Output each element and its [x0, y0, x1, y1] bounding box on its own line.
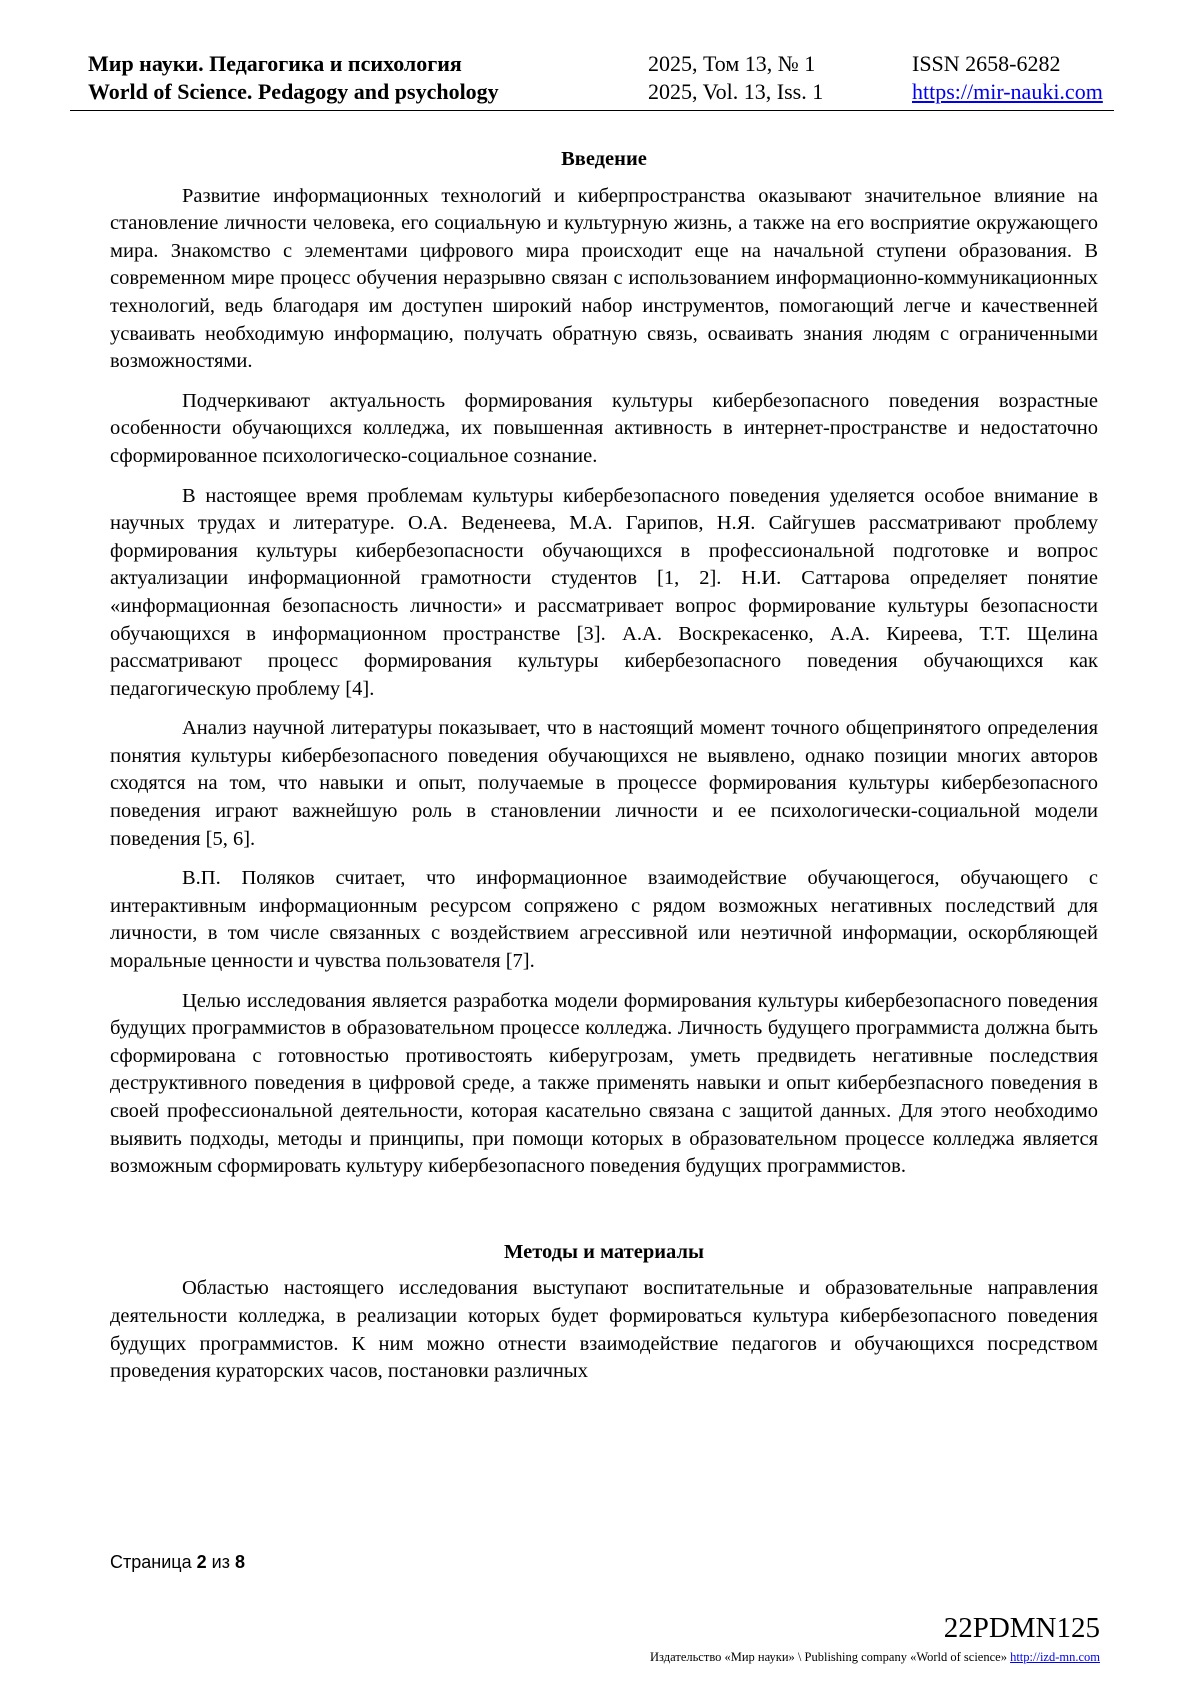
issue-ru: 2025, Том 13, № 1	[648, 51, 816, 76]
paragraph: Целью исследования является разработка модели формирования культуры кибербезопасного поведения будущих программистов в образовательном процессе колледжа. Личность будущего программиста должна быть сформирована с готовностью противостоять киберугрозам, уметь предвидеть негативные последствия деструктивного поведения в цифровой среде, а также применять навыки и опыт кибербезпасного поведения в своей профессиональной деятельности, которая касательно связана с защитой данных. Для этого необходимо выявить подходы, методы и принципы, при помощи которых в образовательном процессе колледжа является возможным сформировать культуру кибербезопасного поведения будущих программистов.	[110, 989, 1098, 1178]
page-current: 2	[196, 1552, 207, 1572]
journal-title-ru: Мир науки. Педагогика и психология	[88, 51, 462, 76]
publisher-name: Издательство «Мир науки» \ Publishing company «World of science»	[650, 1650, 1007, 1664]
section-heading-introduction: Введение	[561, 148, 647, 170]
page-number: Страница 2 из 8	[110, 1552, 245, 1572]
issn: ISSN 2658-6282	[912, 51, 1061, 76]
article-body	[110, 146, 1098, 1398]
page-total: 8	[234, 1552, 245, 1572]
issn-block	[912, 50, 1103, 106]
paragraph: Анализ научной литературы показывает, что в настоящий момент точного общепринятого определения понятия культуры кибербезопасного поведения обучающихся не выявлено, однако позиции многих авторов сходятся на том, что навыки и опыт, получаемые в процессе формирования культуры кибербезопасного поведения играют важнейшую роль в становлении личности и ее психологически-социальной модели поведения [5, 6].	[110, 717, 1098, 850]
journal-url-link[interactable]: https://mir-nauki.com	[912, 79, 1103, 104]
publisher-line	[650, 1650, 1100, 1665]
article-code: 22PDMN125	[943, 1612, 1100, 1644]
journal-title-block	[88, 50, 499, 106]
paragraph: Подчеркивают актуальность формирования культуры кибербезопасного поведения возрастные особенности обучающихся колледжа, их повышенная активность в интернет-пространстве и недостаточно сформированное психологическо-социальное сознание.	[110, 389, 1098, 467]
journal-title-en: World of Science. Pedagogy and psychology	[88, 79, 499, 104]
issue-block	[648, 50, 823, 106]
publisher-url-link[interactable]: http://izd-mn.com	[1010, 1650, 1100, 1664]
paragraph: Развитие информационных технологий и киберпространства оказывают значительное влияние на становление личности человека, его социальную и культурную жизнь, а также на его восприятие окружающего мира. Знакомство с элементами цифрового мира происходит еще на начальной ступени образования. В современном мире процесс обучения неразрывно связан с использованием информационно-коммуникационных технологий, ведь благодаря им доступен широкий набор инструментов, помогающий легче и качественней усваивать необходимую информацию, получать обратную связь, осваивать знания людям с ограниченными возможностями.	[110, 184, 1098, 373]
header-divider	[70, 110, 1114, 111]
paragraph: В.П. Поляков считает, что информационное взаимодействие обучающегося, обучающего с интерактивным информационным ресурсом сопряжено с рядом возможных негативных последствий для личности, в том числе связанных с воздействием агрессивной или неэтичной информации, оскорбляющей моральные ценности и чувства пользователя [7].	[110, 867, 1098, 973]
paragraph: В настоящее время проблемам культуры кибербезопасного поведения уделяется особое внимание в научных трудах и литературе. О.А. Веденеева, М.А. Гарипов, Н.Я. Сайгушев рассматривают проблему формирования культуры кибербезопасности обучающихся в профессиональной подготовке и вопрос актуализации информационной грамотности студентов [1, 2]. Н.И. Саттарова определяет понятие «информационная безопасность личности» и рассматривает вопрос формирование культуры безопасности обучающихся в информационном пространстве [3]. А.А. Воскрекасенко, А.А. Киреева, Т.Т. Щелина рассматривают процесс формирования культуры кибербезопасного поведения обучающихся как педагогическую проблему [4].	[110, 484, 1098, 700]
issue-en: 2025, Vol. 13, Iss. 1	[648, 79, 824, 104]
paragraph: Областью настоящего исследования выступают воспитательные и образовательные направления деятельности колледжа, в реализации которых будет формироваться культура кибербезопасного поведения будущих программистов. К ним можно отнести взаимодействие педагогов и обучающихся посредством проведения кураторских часов, постановки различных	[110, 1277, 1098, 1383]
section-heading-methods: Методы и материалы	[504, 1240, 704, 1263]
